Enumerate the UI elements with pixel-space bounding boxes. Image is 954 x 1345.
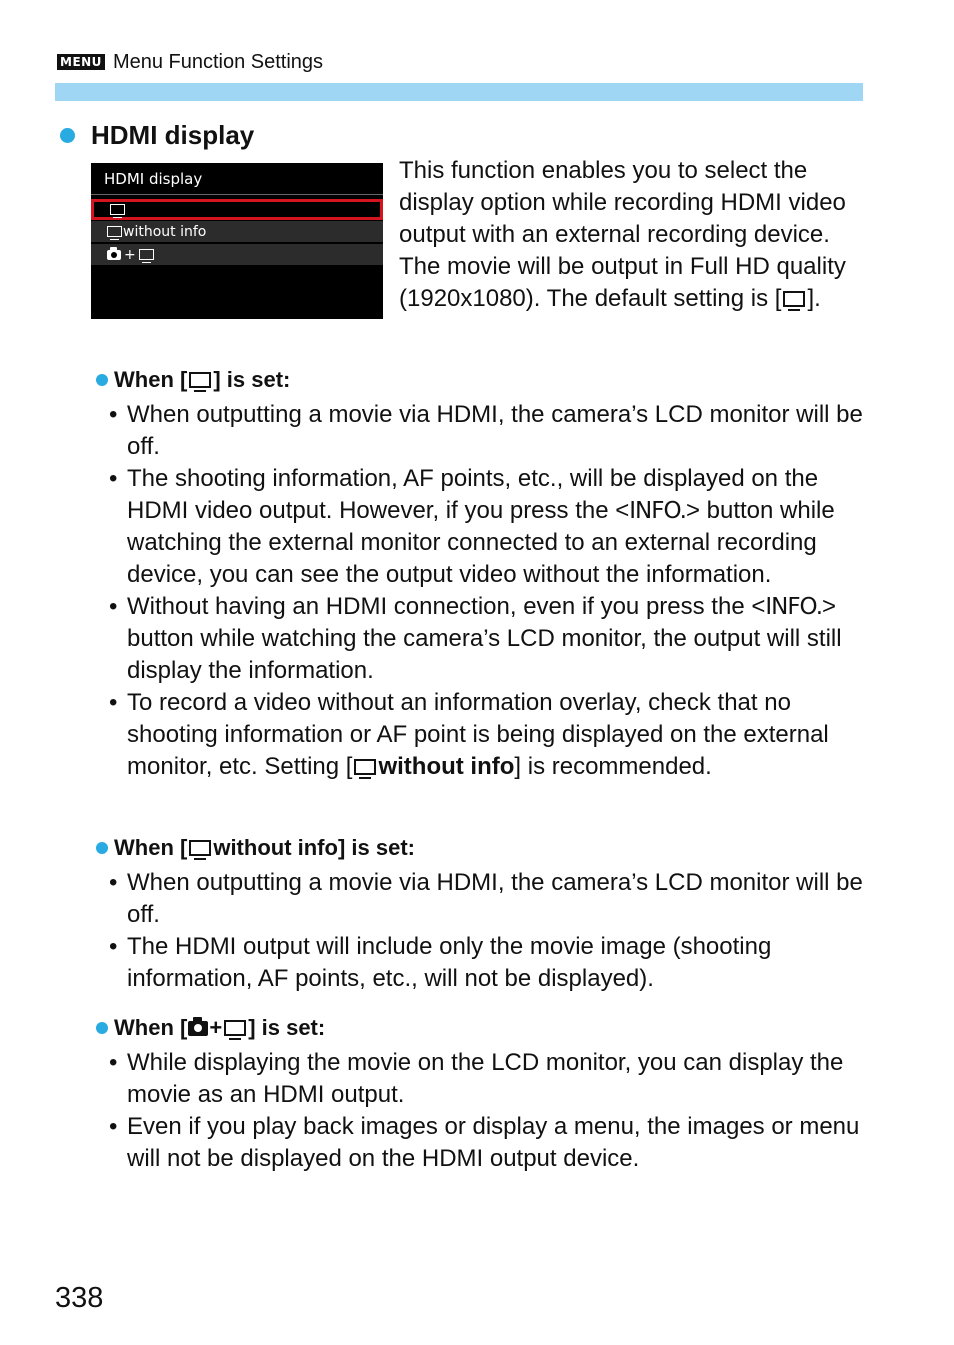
monitor-icon	[107, 226, 122, 237]
heading-text: ] is set:	[337, 835, 415, 860]
section-heading	[60, 120, 254, 151]
camera-option-camera-plus-monitor	[91, 244, 383, 265]
list-item: • Even if you play back images or display a menu, the images or menu will not be displayed on the HDMI output device.	[109, 1111, 869, 1175]
intro-text-end: ].	[807, 285, 821, 312]
bullet-list-camera-plus-monitor	[109, 1047, 869, 1175]
camera-option-without-info	[91, 221, 383, 242]
monitor-icon	[354, 759, 376, 775]
heading-text: When [	[114, 835, 188, 860]
plus-sign: +	[124, 246, 136, 263]
camera-screen-title: HDMI display	[104, 170, 203, 188]
camera-icon	[107, 250, 121, 260]
header-bar	[55, 83, 863, 101]
list-item: • To record a video without an information overlay, check that no shooting information or AF point is being displayed on the external monitor, etc. Setting [ without info] is recommended.	[109, 687, 869, 783]
list-item: • The shooting information, AF points, etc., will be displayed on the HDMI video output. However, if you press the <INFO.> button while watching the external monitor connected to an external recording device, you can see the output video without the information.	[109, 463, 869, 591]
monitor-icon	[189, 372, 211, 388]
monitor-icon	[110, 204, 125, 215]
list-item: • When outputting a movie via HDMI, the camera’s LCD monitor will be off.	[109, 867, 869, 931]
camera-option-monitor	[91, 199, 383, 220]
list-item: • While displaying the movie on the LCD monitor, you can display the movie as an HDMI output.	[109, 1047, 869, 1111]
heading-text: When [	[114, 1015, 188, 1040]
bullet-list-monitor	[109, 399, 869, 783]
subsection-heading-monitor	[96, 367, 290, 393]
monitor-icon	[139, 249, 154, 260]
bullet-dot-icon	[96, 1022, 108, 1034]
monitor-icon	[783, 291, 805, 307]
page-number: 338	[55, 1282, 104, 1314]
camera-menu-screen	[91, 163, 383, 319]
monitor-icon	[224, 1020, 246, 1036]
heading-text: without info	[213, 835, 338, 860]
intro-paragraph	[399, 155, 859, 315]
list-item: • When outputting a movie via HDMI, the camera’s LCD monitor will be off.	[109, 399, 869, 463]
heading-text: When [	[114, 367, 188, 392]
heading-text: ] is set:	[248, 1015, 326, 1040]
bullet-dot-icon	[96, 842, 108, 854]
subsection-heading-camera-plus-monitor	[96, 1015, 325, 1041]
heading-text: ] is set:	[213, 367, 291, 392]
camera-screen-divider	[91, 194, 383, 195]
section-title: HDMI display	[91, 120, 255, 150]
bullet-dot-icon	[60, 128, 75, 143]
bullet-dot-icon	[96, 374, 108, 386]
menu-icon: MENU	[57, 54, 105, 70]
monitor-icon	[189, 840, 211, 856]
list-item: • The HDMI output will include only the movie image (shooting information, AF points, etc., will not be displayed).	[109, 931, 869, 995]
info-button-icon: INFO.	[765, 594, 823, 620]
plus-sign: +	[209, 1015, 223, 1040]
bullet-list-without-info	[109, 867, 869, 995]
page-header	[57, 50, 323, 74]
header-title: Menu Function Settings	[112, 50, 324, 73]
camera-option-label: without info	[123, 223, 207, 240]
camera-icon	[188, 1021, 208, 1036]
intro-text: This function enables you to select the display option while recording HDMI video output with an external recording device. The movie will be output in Full HD quality (1920x1080). The default setting is [	[399, 157, 846, 312]
list-item: • Without having an HDMI connection, even if you press the <INFO.> button while watching the camera’s LCD monitor, the output will still display the information.	[109, 591, 869, 687]
subsection-heading-without-info	[96, 835, 415, 861]
info-button-icon: INFO.	[629, 498, 686, 524]
